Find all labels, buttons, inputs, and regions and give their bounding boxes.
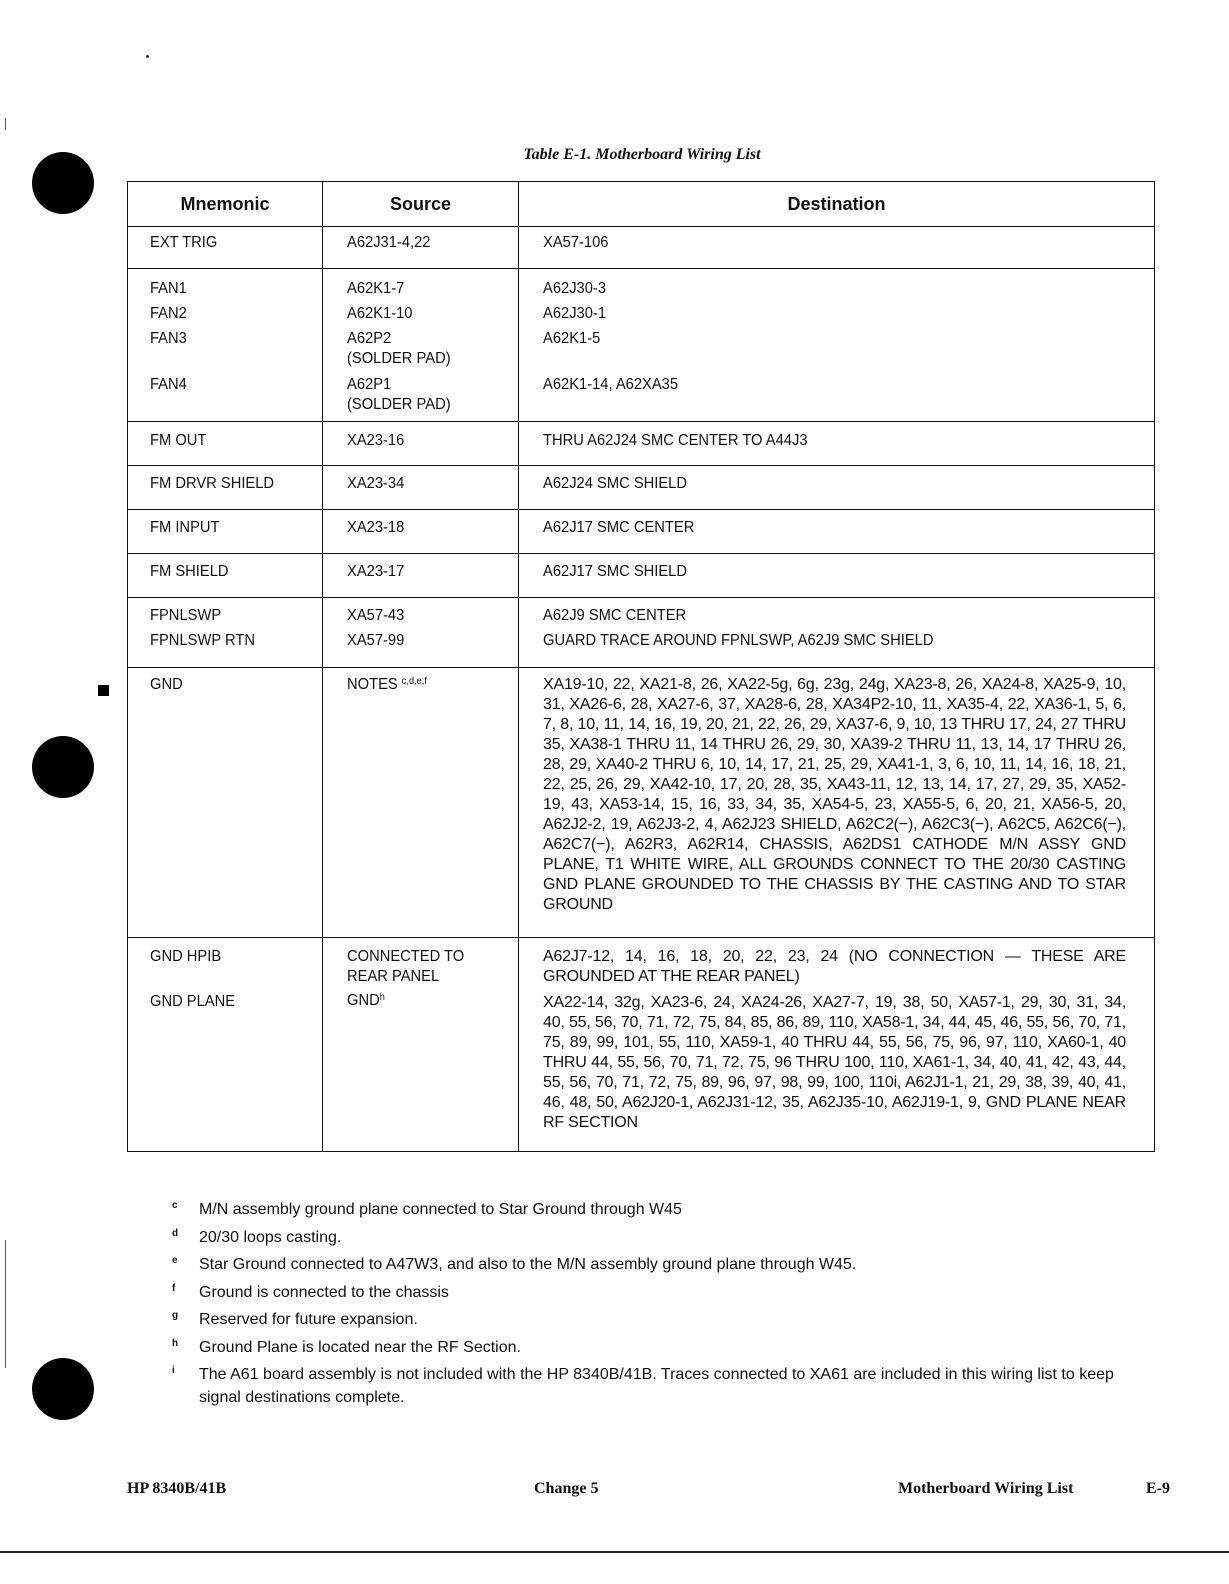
cell-destination: A62J30-3 A62J30-1 A62K1-5 A62K1-14, A62XA35 [519,269,1155,422]
cell-mnemonic: FPNLSWP FPNLSWP RTN [128,598,323,668]
cell-destination: XA19-10, 22, XA21-8, 26, XA22-5g, 6g, 23g, 24g, XA23-8, 26, XA24-8, XA25-9, 10, 31, XA26-6, 28, XA27-6, 37, XA28-6, 28, XA34P2-10, 11, XA35-4, 22, XA36-1, 5, 6, 7, 8, 10, 11, 14, 16, 19, 20, 21, 22, 26, 29, XA37-6, 9, 10, 13 THRU 17, 24, 27 THRU 35, XA38-1 THRU 11, 14 THRU 26, 29, 30, XA39-2 THRU 11, 13, 14, 17 THRU 26, 28, 29, XA40-2 THRU 6, 10, 14, 17, 21, 25, 29, XA41-1, 3, 6, 10, 11, 14, 16, 18, 21, 22, 25, 26, 29, XA42-10, 17, 20, 28, 35, XA43-11, 12, 13, 14, 17, 27, 29, 35, XA52-19, 43, XA53-14, 15, 16, 33, 34, 35, XA54-5, 23, XA55-5, 6, 20, 21, XA56-5, 20, A62J2-2, 19, A62J3-2, 4, A62J23 SHIELD, A62C2(−), A62C3(−), A62C5, A62C6(−), A62C7(−), A62R3, A62R14, CHASSIS, A62DS1 CATHODE M/N ASSY GND PLANE, T1 WHITE WIRE, ALL GROUNDS CONNECT TO THE 20/30 CASTING GND PLANE GROUNDED TO THE CHASSIS BY THE CASTING AND TO STAR GROUND [519,668,1155,938]
change-bar-marker [98,685,109,696]
table-row [128,668,1155,938]
cell-destination: A62J7-12, 14, 16, 18, 20, 22, 23, 24 (NO CONNECTION — THESE ARE GROUNDED AT THE REAR PANEL) XA22-14, 32g, XA23-6, 24, XA24-26, XA27-7, 19, 38, 50, XA57-1, 29, 30, 31, 34, 40, 55, 56, 70, 71, 72, 75, 84, 85, 86, 89, 110, XA58-1, 34, 44, 45, 46, 55, 56, 70, 71, 75, 89, 99, 101, 55, 110, XA59-1, 40 THRU 44, 55, 56, 75, 96, 97, 110, XA60-1, 40 THRU 44, 55, 56, 70, 71, 72, 75, 96 THRU 100, 110, XA61-1, 34, 40, 41, 42, 43, 44, 55, 56, 70, 71, 72, 75, 89, 96, 97, 98, 99, 100, 110i, A62J1-1, 21, 29, 38, 39, 40, 41, 46, 48, 50, A62J20-1, A62J31-12, 35, A62J35-10, A62J19-1, 9, GND PLANE NEAR RF SECTION [519,938,1155,1152]
footer-page-number: E-9 [1146,1480,1170,1497]
table-row [128,598,1155,668]
cell-destination: A62J17 SMC SHIELD [519,554,1155,598]
cell-mnemonic: FAN1 FAN2 FAN3 FAN4 [128,269,323,422]
binder-hole-bottom [32,1358,94,1420]
footnote: i The A61 board assembly is not included with the HP 8340B/41B. Traces connected to XA61 are included in this wiring list to keep signal destinations complete. [172,1365,1114,1406]
footer-section: Motherboard Wiring List [898,1480,1074,1497]
page-footer [0,1480,1229,1504]
footnote: d 20/30 loops casting. [172,1227,342,1246]
footer-change: Change 5 [534,1480,599,1497]
cell-source: XA57-43 XA57-99 [323,598,519,668]
cell-destination: A62J24 SMC SHIELD [519,466,1155,510]
footnote: e Star Ground connected to A47W3, and also to the M/N assembly ground plane through W45. [172,1255,857,1273]
cell-mnemonic: GND [128,668,323,938]
cell-mnemonic: EXT TRIG [128,227,323,269]
table-row [128,422,1155,466]
table-row [128,938,1155,1152]
cell-source: A62K1-7 A62K1-10 A62P2 (SOLDER PAD) A62P1 (SOLDER PAD) [323,269,519,422]
cell-mnemonic: FM DRVR SHIELD [128,466,323,510]
table-row [128,554,1155,598]
header-mnemonic: Mnemonic [128,182,323,227]
bottom-rule [0,1551,1229,1553]
cell-source: A62J31-4,22 [323,227,519,269]
cell-destination: A62J9 SMC CENTER GUARD TRACE AROUND FPNLSWP, A62J9 SMC SHIELD [519,598,1155,668]
cell-mnemonic: FM SHIELD [128,554,323,598]
table-row [128,269,1155,422]
cell-source: XA23-18 [323,510,519,554]
table-caption: Table E-1. Motherboard Wiring List [523,146,761,163]
cell-mnemonic: FM INPUT [128,510,323,554]
footnote: g Reserved for future expansion. [172,1310,418,1328]
footer-model: HP 8340B/41B [127,1480,227,1497]
cell-source: XA23-17 [323,554,519,598]
cell-source: XA23-34 [323,466,519,510]
cell-destination: XA57-106 [519,227,1155,269]
footnote: f Ground is connected to the chassis [172,1282,449,1301]
header-source: Source [323,182,519,227]
footnotes [172,1196,1132,1409]
cell-destination: THRU A62J24 SMC CENTER TO A44J3 [519,422,1155,466]
binder-hole-middle [32,736,94,798]
scan-edge-line-bottom [5,1240,6,1368]
scan-speck [146,55,149,58]
wiring-table [127,181,1155,1152]
cell-mnemonic: FM OUT [128,422,323,466]
footnote-ref: h [379,992,385,1003]
cell-destination: A62J17 SMC CENTER [519,510,1155,554]
cell-source: NOTES $^{c,d,e,f}$ [323,668,519,938]
footnote: c M/N assembly ground plane connected to Star Ground through W45 [172,1200,682,1218]
footnote: h Ground Plane is located near the RF Section. [172,1337,521,1356]
scan-edge-line-top [5,118,6,130]
footnote-ref: c,d,e,f [401,676,427,687]
cell-source: CONNECTED TO REAR PANEL GND$^h$ [323,938,519,1152]
cell-source: XA23-16 [323,422,519,466]
table-header-row [128,182,1155,227]
table-row [128,466,1155,510]
table-row [128,227,1155,269]
header-destination: Destination [519,182,1155,227]
cell-mnemonic: GND HPIB GND PLANE [128,938,323,1152]
table-row [128,510,1155,554]
